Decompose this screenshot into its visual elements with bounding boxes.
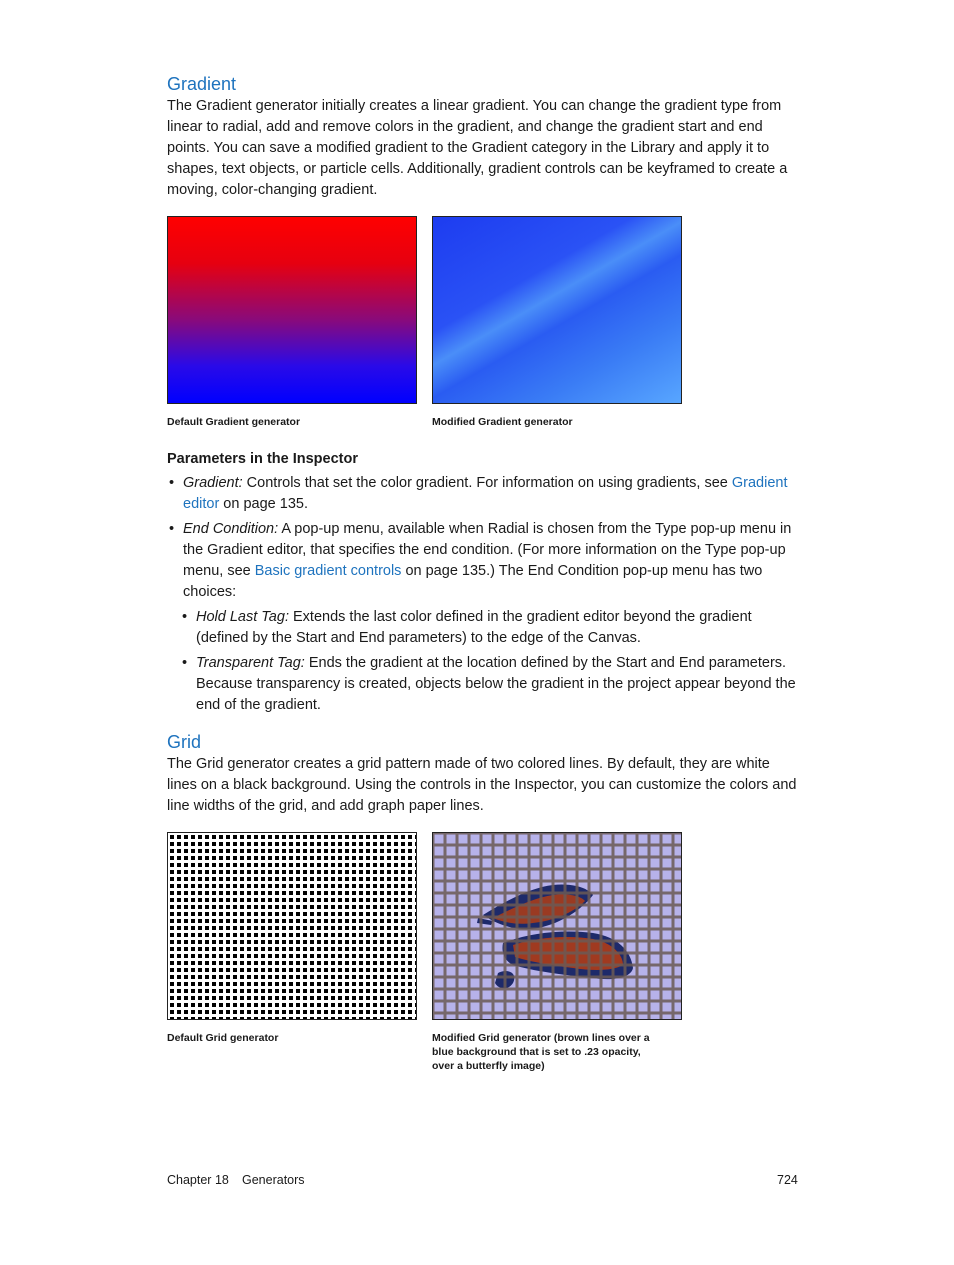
gradient-intro-paragraph: The Gradient generator initially creates a linear gradient. You can change the gradient type from linear to radial, add and remove colors in the gradient, and change the gradient start and end points. You can save a modified gradient to the Gradient category in the Library and apply it to shapes, text objects, or particle cells. Additionally, gradient controls can be keyframed to create a moving, color-changing gradient. — [167, 98, 788, 198]
modified-grid-image — [432, 832, 682, 1020]
caption-default-grid: Default Grid generator — [167, 1032, 279, 1044]
caption-modified-gradient: Modified Gradient generator — [432, 416, 573, 428]
bullet-text: Extends the last color defined in the gradient editor beyond the gradient (defined by the Start and End parameters) to the edge of the Canvas. — [196, 609, 752, 646]
bullet-dot: • — [182, 609, 188, 625]
default-gradient-image — [167, 216, 417, 404]
bullet-gradient — [169, 473, 798, 515]
footer-chapter: Chapter 18 — [167, 1173, 229, 1187]
section-heading-gradient: Gradient — [167, 74, 237, 94]
sub-bullet-hold-last-tag — [182, 607, 796, 649]
bullet-term: End Condition: — [183, 521, 279, 537]
bullet-text: A pop-up menu, available when Radial is chosen from the Type pop-up menu in the Gradient editor, that specifies the end condition. (For more information on the Type pop-up menu, see — [183, 521, 792, 579]
link-gradient-editor[interactable]: Gradient editor — [183, 475, 788, 512]
bullet-dot: • — [169, 475, 175, 491]
caption-default-gradient: Default Gradient generator — [167, 416, 301, 428]
bullet-text-after: on page 135.) The End Condition pop-up menu has two choices: — [183, 563, 763, 600]
bullet-dot: • — [182, 655, 188, 671]
footer-page-number: 724 — [777, 1173, 798, 1187]
bullet-text-after: on page 135. — [219, 496, 308, 512]
bullet-dot: • — [169, 521, 175, 537]
bullet-text: Controls that set the color gradient. For information on using gradients, see — [242, 475, 732, 491]
bullet-end-condition — [169, 519, 798, 603]
sub-bullet-transparent-tag — [182, 653, 796, 716]
bullet-term: Gradient: — [183, 475, 243, 491]
parameters-heading: Parameters in the Inspector — [167, 451, 358, 467]
modified-gradient-image — [432, 216, 682, 404]
modified-grid-pattern — [433, 833, 682, 1020]
default-grid-pattern — [168, 833, 417, 1020]
default-grid-image — [167, 832, 417, 1020]
footer-section-link[interactable]: Generators — [242, 1173, 305, 1187]
bullet-term: Transparent Tag: — [196, 655, 305, 671]
link-basic-gradient-controls[interactable]: Basic gradient controls — [254, 563, 402, 579]
section-heading-grid: Grid — [167, 732, 202, 752]
bullet-term: Hold Last Tag: — [196, 609, 289, 625]
bullet-text: Ends the gradient at the location defined by the Start and End parameters. Because transparency is created, objects below the gradient in the project appear beyond the end of the gradient. — [196, 655, 796, 713]
grid-intro-paragraph: The Grid generator creates a grid pattern made of two colored lines. By default, they are white lines on a black background. Using the controls in the Inspector, you can customize the colors and line widths of the grid, and add graph paper lines. — [167, 756, 797, 814]
caption-modified-grid: Modified Grid generator (brown lines over a blue background that is set to .23 opacity, over a butterfly image) — [432, 1032, 650, 1072]
